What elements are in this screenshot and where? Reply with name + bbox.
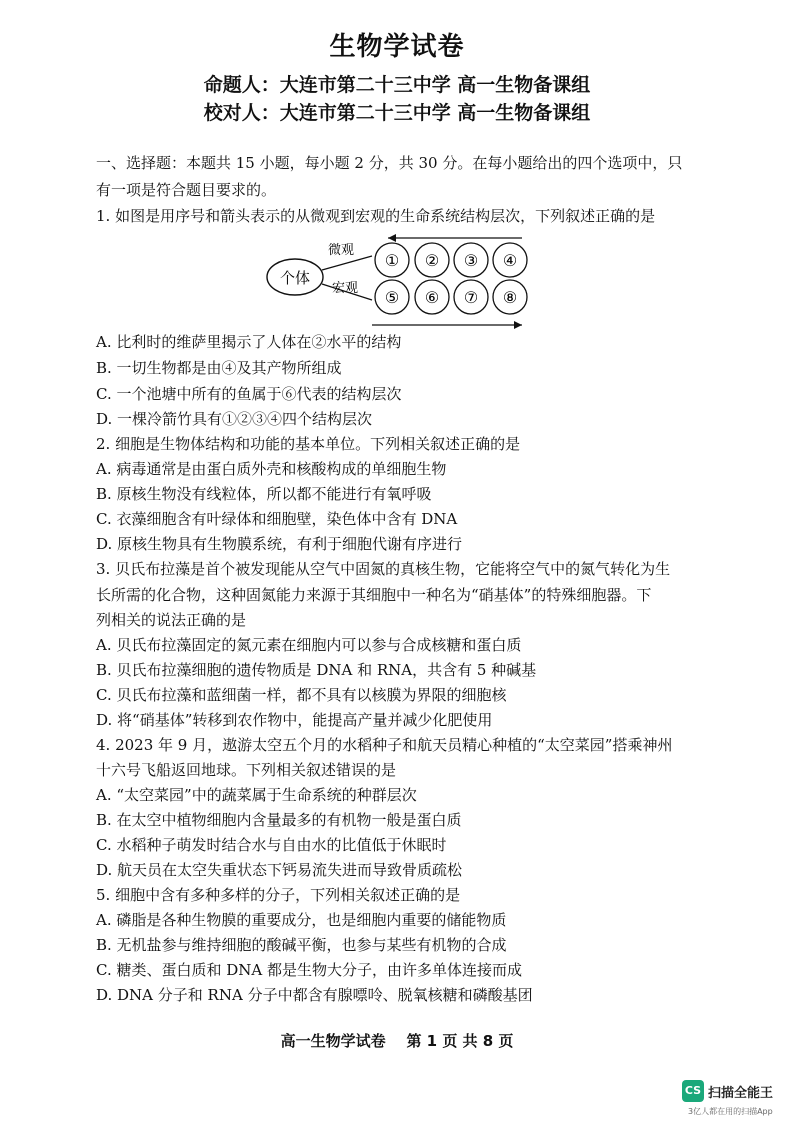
page-footer: 高一生物学试卷 第 1 页 共 8 页 <box>280 1032 514 1050</box>
question-5-option-b: B. 无机盐参与维持细胞的酸碱平衡，也参与某些有机物的合成 <box>96 936 507 954</box>
section-heading: 一、选择题：本题共 15 小题，每小题 2 分，共 30 分。在每小题给出的四个选项中，只 <box>96 154 683 172</box>
author-line: 命题人：大连市第二十三中学 高一生物备课组 <box>203 74 591 96</box>
question-5-option-a: A. 磷脂是各种生物膜的重要成分，也是细胞内重要的储能物质 <box>96 911 507 929</box>
question-3-stem-cont: 长所需的化合物，这种固氮能力来源于其细胞中一种名为“硝基体”的特殊细胞器。下 <box>96 586 652 604</box>
node-8: ⑧ <box>502 288 518 307</box>
node-5: ⑤ <box>384 288 400 307</box>
question-4-option-c: C. 水稻种子萌发时结合水与自由水的比值低于休眠时 <box>96 836 447 854</box>
question-4-stem: 4. 2023 年 9 月，遨游太空五个月的水稻种子和航天员精心种植的“太空菜园”搭乘神州 <box>96 736 673 754</box>
life-system-levels-diagram <box>260 230 540 340</box>
scanner-tagline: 3亿人都在用的扫描App <box>688 1107 773 1116</box>
question-1-stem: 1. 如图是用序号和箭头表示的从微观到宏观的生命系统结构层次，下列叙述正确的是 <box>96 207 656 225</box>
scanner-watermark <box>682 1078 788 1118</box>
individual-label: 个体 <box>279 269 311 287</box>
node-2: ② <box>424 251 440 270</box>
node-4: ④ <box>502 251 518 270</box>
question-3-option-b: B. 贝氏布拉藻细胞的遗传物质是 DNA 和 RNA，共含有 5 种碱基 <box>96 661 537 679</box>
page-title: 生物学试卷 <box>329 32 465 62</box>
node-3: ③ <box>463 251 479 270</box>
micro-label: 微观 <box>328 243 355 258</box>
question-3-stem: 3. 贝氏布拉藻是首个被发现能从空气中固氮的真核生物，它能将空气中的氮气转化为生 <box>96 560 671 578</box>
node-7: ⑦ <box>463 288 479 307</box>
question-1-option-a: A. 比利时的维萨里揭示了人体在②水平的结构 <box>96 333 402 351</box>
node-1: ① <box>384 251 400 270</box>
scanner-logo-icon: CS <box>682 1080 704 1102</box>
question-4-option-a: A. “太空菜园”中的蔬菜属于生命系统的种群层次 <box>96 786 417 804</box>
macro-label: 宏观 <box>332 281 359 296</box>
question-2-option-c: C. 衣藻细胞含有叶绿体和细胞壁，染色体中含有 DNA <box>96 510 458 528</box>
question-4-option-d: D. 航天员在太空失重状态下钙易流失进而导致骨质疏松 <box>96 861 463 879</box>
question-1-option-c: C. 一个池塘中所有的鱼属于⑥代表的结构层次 <box>96 385 402 403</box>
question-4-stem-cont: 十六号飞船返回地球。下列相关叙述错误的是 <box>96 761 397 779</box>
question-2-option-b: B. 原核生物没有线粒体，所以都不能进行有氧呼吸 <box>96 485 432 503</box>
question-3-option-c: C. 贝氏布拉藻和蓝细菌一样，都不具有以核膜为界限的细胞核 <box>96 686 507 704</box>
question-1-option-b: B. 一切生物都是由④及其产物所组成 <box>96 359 342 377</box>
checker-line: 校对人：大连市第二十三中学 高一生物备课组 <box>203 102 591 124</box>
question-3-option-a: A. 贝氏布拉藻固定的氮元素在细胞内可以参与合成核糖和蛋白质 <box>96 636 522 654</box>
scanner-name: 扫描全能王 <box>708 1086 774 1101</box>
question-2-option-a: A. 病毒通常是由蛋白质外壳和核酸构成的单细胞生物 <box>96 460 447 478</box>
question-3-stem-cont-2: 列相关的说法正确的是 <box>96 611 247 629</box>
question-5-option-d: D. DNA 分子和 RNA 分子中都含有腺嘌呤、脱氧核糖和磷酸基团 <box>96 986 533 1004</box>
question-5-option-c: C. 糖类、蛋白质和 DNA 都是生物大分子，由许多单体连接而成 <box>96 961 523 979</box>
question-2-option-d: D. 原核生物具有生物膜系统，有利于细胞代谢有序进行 <box>96 535 463 553</box>
section-heading-cont: 有一项是符合题目要求的。 <box>96 181 277 199</box>
question-1-option-d: D. 一棵冷箭竹具有①②③④四个结构层次 <box>96 410 373 428</box>
question-2-stem: 2. 细胞是生物体结构和功能的基本单位。下列相关叙述正确的是 <box>96 435 521 453</box>
question-4-option-b: B. 在太空中植物细胞内含量最多的有机物一般是蛋白质 <box>96 811 462 829</box>
question-5-stem: 5. 细胞中含有多种多样的分子，下列相关叙述正确的是 <box>96 886 461 904</box>
node-6: ⑥ <box>424 288 440 307</box>
question-3-option-d: D. 将“硝基体”转移到农作物中，能提高产量并减少化肥使用 <box>96 711 493 729</box>
